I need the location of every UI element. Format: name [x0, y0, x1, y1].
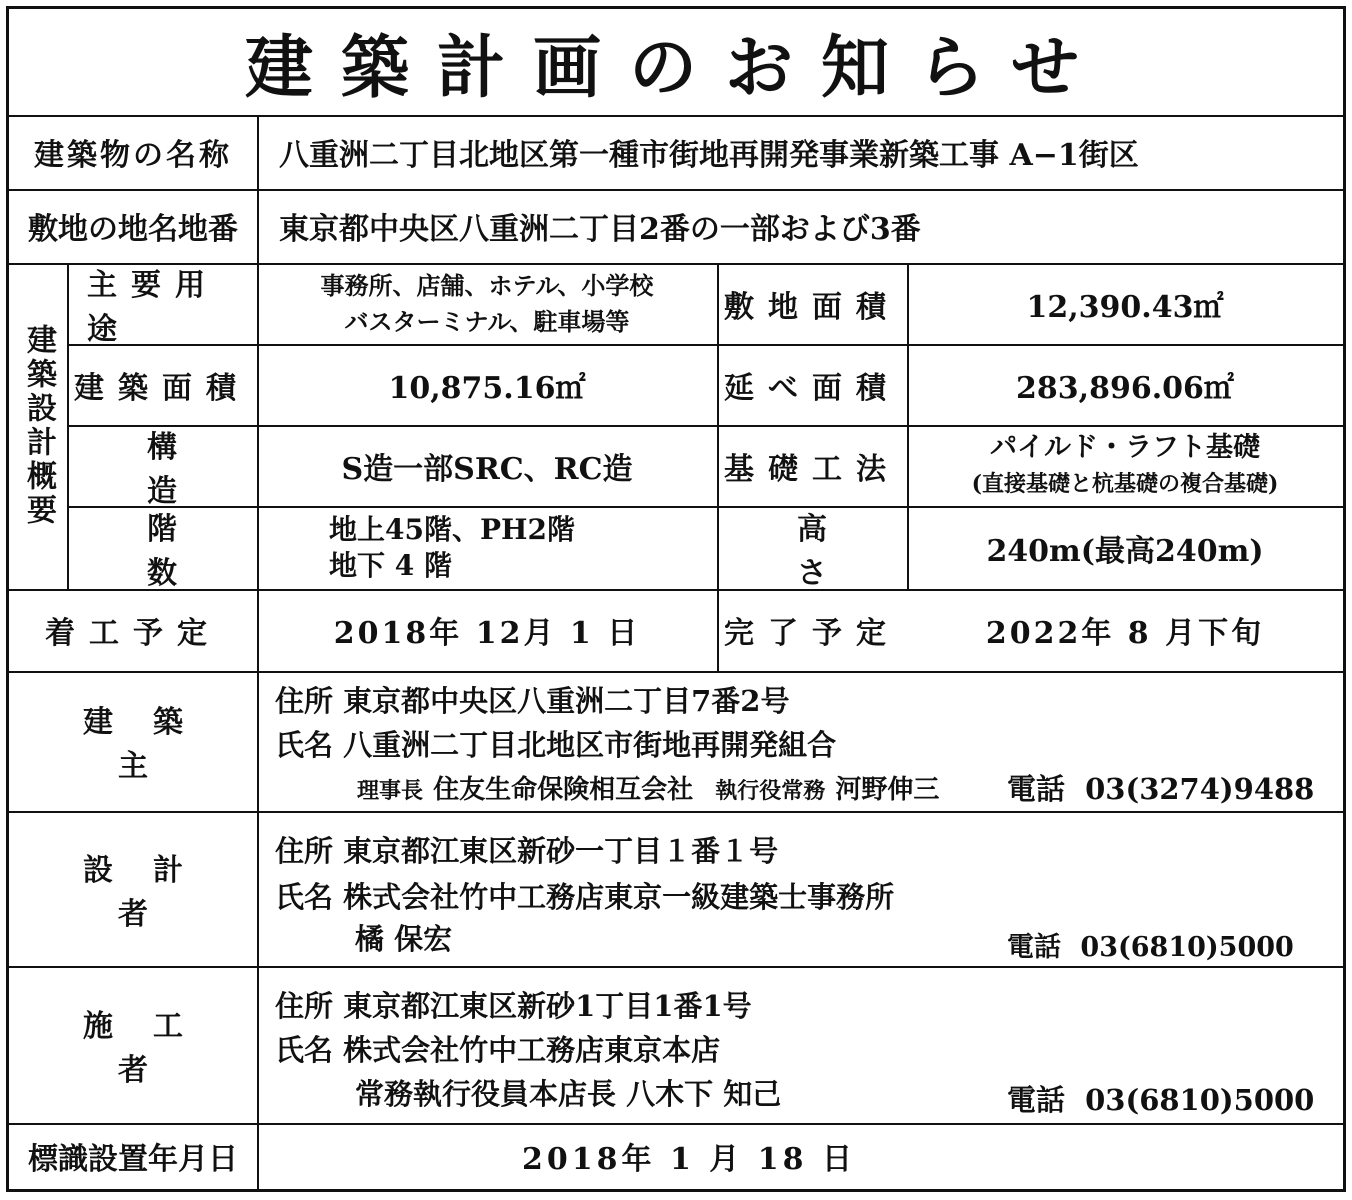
designer-phone-label: 電話 [1007, 932, 1061, 963]
contractor-phone: 03(6810)5000 [1085, 1083, 1315, 1117]
height-value: 240m(最高240m) [986, 533, 1264, 569]
designer-person: 橘 保宏 [355, 922, 453, 956]
designer-address-prefix: 住所 [275, 834, 334, 868]
designer-phone-line [1007, 925, 1294, 964]
owner-name-prefix: 氏名 [275, 728, 334, 762]
contractor-address-line [275, 984, 752, 1025]
building-area-value: 10,875.16㎡ [388, 370, 586, 406]
site-area-label: 敷地面積 [724, 289, 900, 325]
floors-line1: 地上45階、PH2階 [329, 512, 575, 546]
owner-rep-company: 住友生命保険相互会社 [433, 775, 694, 805]
floors-value [329, 506, 717, 589]
main-use-value [257, 263, 717, 344]
main-use-label: 主要用途 [87, 267, 219, 347]
floors-line2: 地下 4 階 [329, 548, 452, 582]
finish-date-value: 2022年 8 月下旬 [985, 616, 1265, 651]
owner-phone-label: 電話 [1007, 772, 1066, 806]
designer-details [257, 811, 1343, 966]
owner-rep-title1: 理事長 [357, 778, 424, 804]
owner-rep-person: 河野伸三 [835, 775, 940, 805]
finish-date-label: 完了予定 [724, 616, 900, 651]
designer-address-line [275, 829, 778, 870]
contractor-address-prefix: 住所 [275, 989, 334, 1023]
contractor-person: 常務執行役員本店長 八木下 知己 [355, 1077, 782, 1111]
contractor-details [257, 966, 1343, 1123]
start-date-label: 着工予定 [45, 616, 221, 651]
contractor-phone-line [1007, 1078, 1314, 1119]
design-overview-group-label: 建築設計概要 [21, 324, 56, 528]
designer-label: 設計者 [83, 852, 223, 932]
contractor-name-prefix: 氏名 [275, 1033, 334, 1067]
total-floor-area-label: 延べ面積 [724, 370, 900, 406]
owner-name-line [275, 723, 836, 764]
structure-value: S造一部SRC、RC造 [341, 451, 633, 487]
owner-rep-title2: 執行役常務 [715, 778, 826, 804]
owner-label: 建築主 [83, 705, 223, 784]
contractor-label: 施工者 [83, 1008, 223, 1088]
owner-name: 八重洲二丁目北地区市街地再開発組合 [343, 728, 837, 762]
owner-phone: 03(3274)9488 [1085, 772, 1315, 806]
foundation-line2: (直接基礎と杭基礎の複合基礎) [971, 470, 1279, 497]
contractor-phone-label: 電話 [1007, 1083, 1066, 1117]
posted-date-value: 2018年 1 月 18 日 [522, 1142, 856, 1177]
designer-address: 東京都江東区新砂一丁目１番１号 [343, 834, 779, 868]
foundation-line1: パイルド・ラフト基礎 [990, 431, 1260, 463]
owner-phone-line [1007, 767, 1314, 808]
owner-details [257, 671, 1343, 811]
designer-name-line [275, 875, 894, 916]
designer-name: 株式会社竹中工務店東京一級建築士事務所 [343, 880, 895, 914]
designer-phone: 03(6810)5000 [1080, 932, 1294, 963]
sign-title: 建築計画のお知らせ [245, 27, 1107, 108]
site-area-value: 12,390.43㎡ [1026, 289, 1224, 325]
building-area-label: 建築面積 [74, 370, 250, 406]
main-use-line2: バスターミナル、駐車場等 [344, 306, 630, 336]
site-address-label: 敷地の地名地番 [28, 212, 238, 247]
structure-label: 構造 [147, 429, 267, 509]
designer-name-prefix: 氏名 [275, 880, 334, 914]
start-date-value: 2018年 12月 1 日 [333, 616, 641, 651]
owner-address: 東京都中央区八重洲二丁目7番2号 [343, 684, 790, 718]
height-label: 高さ [797, 511, 917, 591]
site-address-value: 東京都中央区八重洲二丁目2番の一部および3番 [279, 212, 921, 247]
foundation-label: 基礎工法 [724, 451, 900, 487]
owner-representative-line [357, 769, 939, 806]
posted-date-label: 標識設置年月日 [28, 1142, 238, 1177]
building-name-label: 建築物の名称 [34, 138, 232, 173]
main-use-line1: 事務所、店舗、ホテル、小学校 [320, 270, 654, 300]
floors-label: 階数 [147, 511, 267, 591]
owner-address-line [275, 679, 789, 720]
building-name-value: 八重洲二丁目北地区第一種市街地再開発事業新築工事 A−1街区 [279, 138, 1139, 173]
total-floor-area-value: 283,896.06㎡ [1016, 370, 1234, 406]
contractor-address: 東京都江東区新砂1丁目1番1号 [343, 989, 752, 1023]
foundation-value [907, 425, 1343, 506]
contractor-name-line [275, 1028, 720, 1069]
building-plan-notice-sign [6, 6, 1346, 1192]
owner-address-prefix: 住所 [275, 684, 334, 718]
contractor-name: 株式会社竹中工務店東京本店 [343, 1033, 721, 1067]
